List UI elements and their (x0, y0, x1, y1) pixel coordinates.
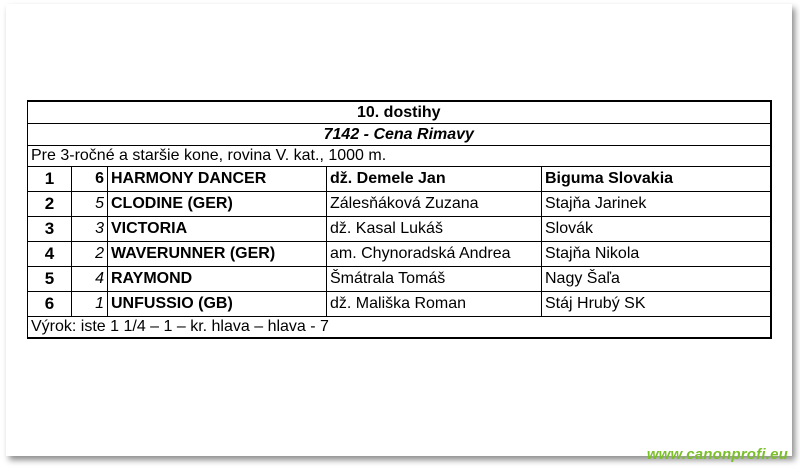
number-cell: 1 (72, 292, 108, 317)
horse-cell: UNFUSSIO (GB) (108, 292, 327, 317)
place-cell: 4 (28, 242, 72, 267)
owner-cell: Nagy Šaľa (542, 267, 771, 292)
number-cell: 3 (72, 217, 108, 242)
number-cell: 4 (72, 267, 108, 292)
table-row (28, 242, 771, 267)
place-cell: 6 (28, 292, 72, 317)
table-row (28, 292, 771, 317)
watermark: www.canonprofi.eu (646, 446, 788, 463)
number-cell: 6 (72, 167, 108, 192)
place-cell: 3 (28, 217, 72, 242)
horse-cell: CLODINE (GER) (108, 192, 327, 217)
race-conditions: Pre 3-ročné a staršie kone, rovina V. kat., 1000 m. (28, 146, 771, 167)
race-name: 7142 - Cena Rimavy (28, 124, 771, 146)
table-row (28, 267, 771, 292)
horse-cell: WAVERUNNER (GER) (108, 242, 327, 267)
race-heading: 10. dostihy (28, 101, 771, 124)
horse-cell: RAYMOND (108, 267, 327, 292)
owner-cell: Stajňa Nikola (542, 242, 771, 267)
owner-cell: Stáj Hrubý SK (542, 292, 771, 317)
owner-cell: Biguma Slovakia (542, 167, 771, 192)
table-row (28, 167, 771, 192)
place-cell: 2 (28, 192, 72, 217)
number-cell: 5 (72, 192, 108, 217)
table-row (28, 217, 771, 242)
number-cell: 2 (72, 242, 108, 267)
race-verdict: Výrok: iste 1 1/4 – 1 – kr. hlava – hlava - 7 (28, 317, 771, 339)
jockey-cell: dž. Demele Jan (327, 167, 542, 192)
table-row (28, 192, 771, 217)
jockey-cell: dž. Mališka Roman (327, 292, 542, 317)
jockey-cell: Šmátrala Tomáš (327, 267, 542, 292)
owner-cell: Stajňa Jarinek (542, 192, 771, 217)
jockey-cell: dž. Kasal Lukáš (327, 217, 542, 242)
horse-cell: HARMONY DANCER (108, 167, 327, 192)
place-cell: 1 (28, 167, 72, 192)
place-cell: 5 (28, 267, 72, 292)
race-results-table (27, 100, 772, 339)
jockey-cell: am. Chynoradská Andrea (327, 242, 542, 267)
owner-cell: Slovák (542, 217, 771, 242)
jockey-cell: Zálesňáková Zuzana (327, 192, 542, 217)
horse-cell: VICTORIA (108, 217, 327, 242)
